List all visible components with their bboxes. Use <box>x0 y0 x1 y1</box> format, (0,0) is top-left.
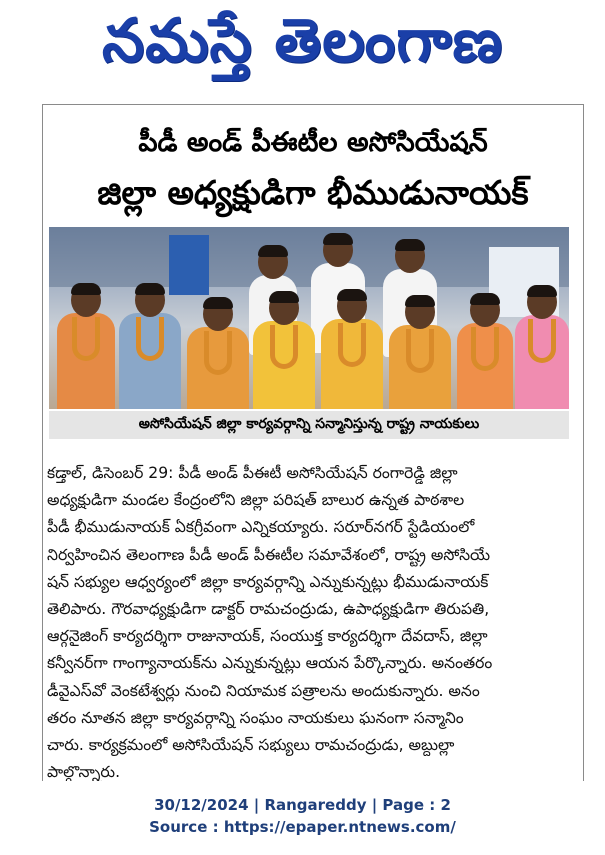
article-line: తెలిపారు. గౌరవాధ్యక్షుడిగా డాక్టర్ రామచంద్రుడు, ఉపాధ్యక్షుడిగా తిరుపతి, <box>47 599 490 618</box>
article-line: పాల్గొన్నారు. <box>47 763 121 781</box>
footer-date-page: 30/12/2024 | Rangareddy | Page : 2 <box>154 796 451 814</box>
article-line: షన్ సభ్యుల ఆధ్వర్యంలో జిల్లా కార్యవర్గాన్ని ఎన్నుకున్నట్లు భీముడునాయక్ <box>47 572 489 591</box>
news-photo <box>49 227 569 409</box>
article-line: కడ్తాల్, డిసెంబర్ 29: పీడీ అండ్ పీఈటీ అసోసియేషన్ రంగారెడ్డి జిల్లా <box>47 464 458 482</box>
headline-line-1: పీడీ అండ్ పీఈటీల అసోసియేషన్ <box>138 127 488 158</box>
article-line: ఆర్గనైజింగ్ కార్యదర్శిగా రాజునాయక్, సంయుక్త కార్యదర్శిగా దేవదాస్, జిల్లా <box>47 627 488 646</box>
article-line: డీవైఎస్‌వో వెంకటేశ్వర్లు నుంచి నియామక పత్రాలను అందుకున్నారు. అనం <box>47 681 480 700</box>
masthead-title: నమస్తే తెలంగాణ <box>101 6 504 76</box>
article-line: కన్వీనర్‌గా గాంగ్యానాయక్‌ను ఎన్నుకున్నట్లు ఆయన పేర్కొన్నారు. అనంతరం <box>47 654 493 673</box>
article-line: నిర్వహించిన తెలంగాణ పీడీ అండ్ పీఈటీల సమావేశంలో, రాష్ట్ర అసోసియే <box>47 545 491 564</box>
newspaper-masthead <box>0 0 605 96</box>
footer-source: Source : https://epaper.ntnews.com/ <box>149 818 456 836</box>
photo-caption-text: అసోసియేషన్ జిల్లా కార్యవర్గాన్ని సన్మానిస్తున్న రాష్ట్ర నాయకులు <box>138 415 480 432</box>
photo-caption <box>49 411 569 439</box>
news-clipping <box>42 104 584 781</box>
headline-line-2: జిల్లా అధ్యక్షుడిగా భీముడునాయక్ <box>97 173 529 212</box>
article-line: తరం నూతన జిల్లా కార్యవర్గాన్ని సంఘం నాయకులు ఘనంగా సన్మానిం <box>47 708 464 727</box>
article-line: అధ్యక్షుడిగా మండల కేంద్రంలోని జిల్లా పరిషత్ బాలుర ఉన్నత పాఠశాల <box>47 491 465 510</box>
article-line: పీడీ భీముడునాయక్ ఏకగ్రీవంగా ఎన్నికయ్యారు. సరూర్‌నగర్ స్టేడియంలో <box>47 518 475 537</box>
article-line: చారు. కార్యక్రమంలో అసోసియేషన్ సభ్యులు రామచంద్రుడు, అబ్దుల్లా <box>47 735 455 754</box>
article-body <box>43 460 583 781</box>
